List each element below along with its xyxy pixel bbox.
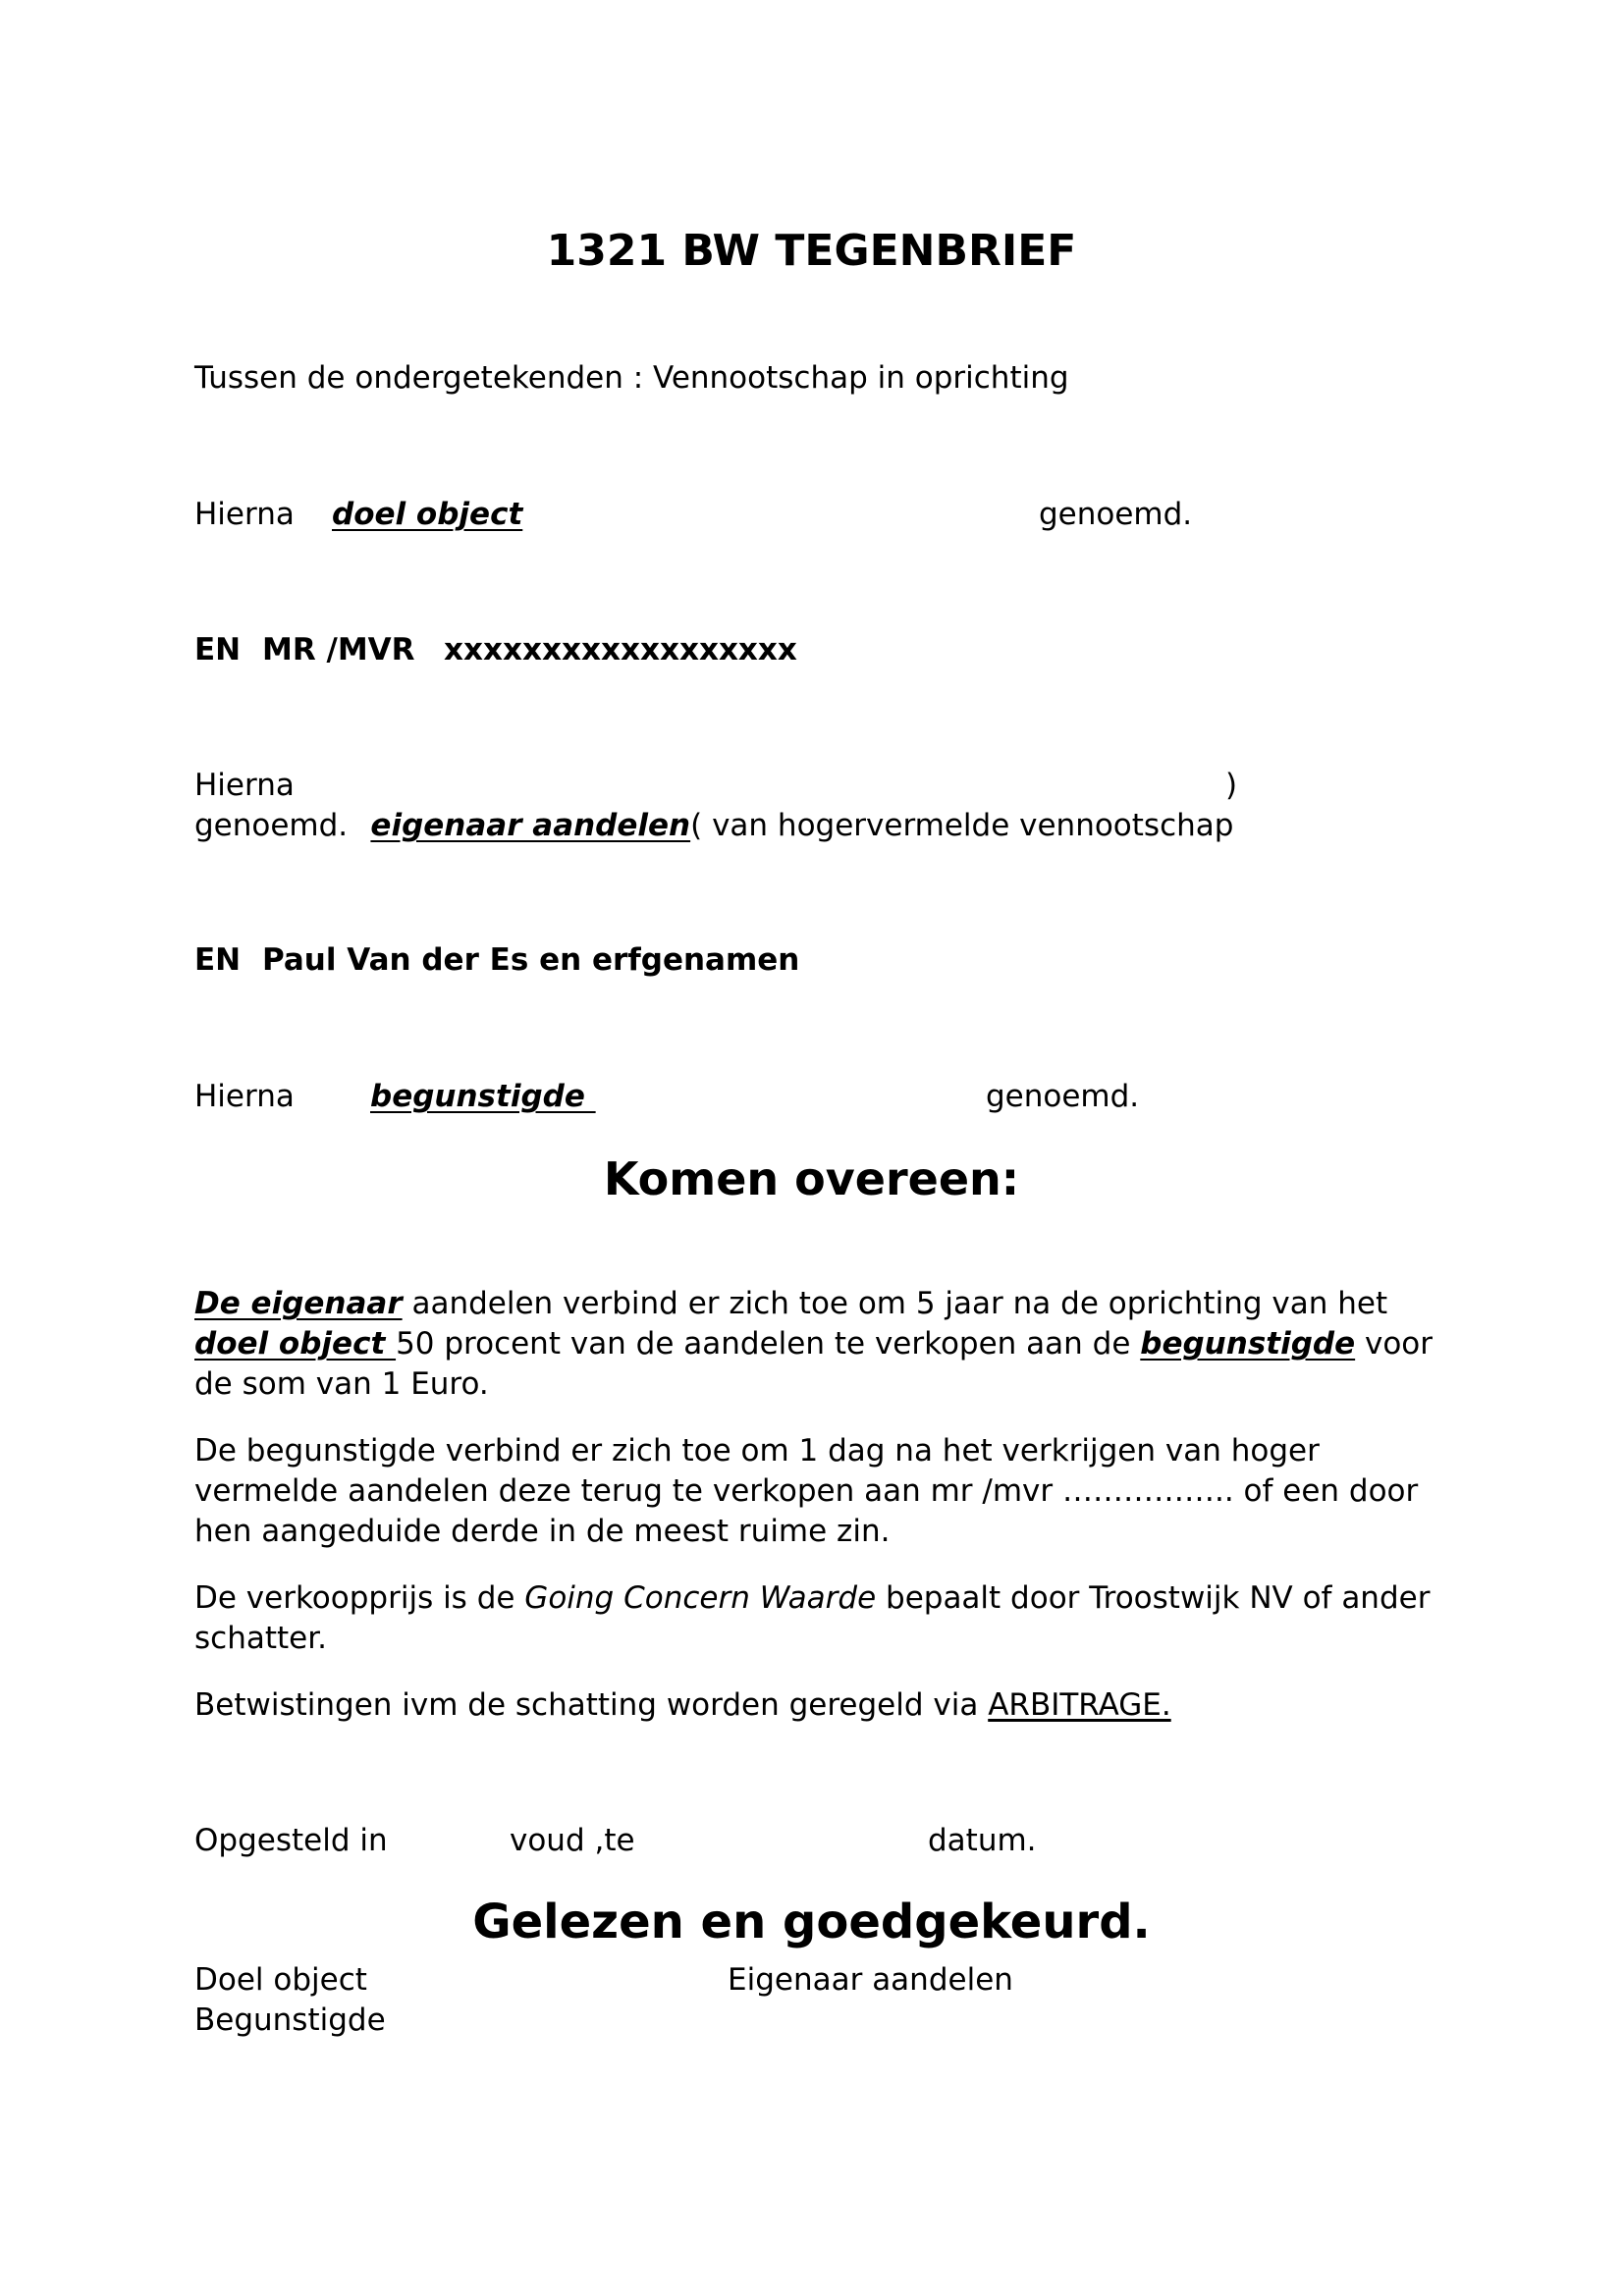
drawn-up-voud: voud ,te [510, 1823, 635, 1858]
party1-term: doel object [332, 497, 523, 532]
signature-begunstigde: Begunstigde [194, 2002, 386, 2038]
clause-2-line-3: hen aangeduide derde in de meest ruime zin. [194, 1514, 891, 1549]
party3-hierna: Hierna [194, 1079, 295, 1114]
signature-eigenaar: Eigenaar aandelen [728, 1962, 1013, 1998]
drawn-up-datum: datum. [928, 1823, 1037, 1858]
clause-1 [194, 1284, 1471, 1405]
party2-hierna: Hierna [194, 768, 295, 803]
party2-en: EN [194, 632, 242, 667]
party3-en: EN [194, 942, 242, 978]
party2-name: xxxxxxxxxxxxxxxxxx [444, 632, 797, 667]
party1-hierna: Hierna [194, 497, 295, 532]
party2-term: eigenaar aandelen [370, 808, 691, 843]
clause-1-line-2 [194, 1324, 1471, 1364]
party2-paren-text: ( van hogervermelde vennootschap [690, 808, 1234, 843]
clause-1-term-begunstigde: begunstigde [1140, 1326, 1356, 1362]
drawn-up-label: Opgesteld in [194, 1823, 388, 1858]
clause-3-line-2: schatter. [194, 1621, 327, 1656]
signature-doel-object: Doel object [194, 1962, 367, 1998]
party2-suffix: genoemd. [194, 808, 349, 843]
clause-3-going-concern: Going Concern Waarde [524, 1580, 877, 1616]
clause-2 [194, 1431, 1471, 1552]
parties-intro: Tussen de ondergetekenden : Vennootschap in oprichting [194, 360, 1069, 396]
approved-heading: Gelezen en goedgekeurd. [472, 1895, 1151, 1949]
clause-1-term-doel-object: doel object [194, 1326, 397, 1362]
clause-1-text-3: voor [1355, 1326, 1434, 1362]
party2-term-line [332, 766, 1233, 886]
party3-name: Paul Van der Es en erfgenamen [262, 942, 800, 978]
document-title: 1321 BW TEGENBRIEF [546, 226, 1077, 276]
clause-1-line-1 [194, 1284, 1471, 1324]
clause-1-text-2: 50 procent van de aandelen te verkopen aan de [396, 1326, 1141, 1362]
clause-4-text: Betwistingen ivm de schatting worden geregeld via [194, 1687, 989, 1723]
clause-4-line [194, 1685, 1471, 1726]
party1-suffix: genoemd. [1039, 497, 1193, 532]
clause-1-text-1: aandelen verbind er zich toe om 5 jaar na de oprichting van het [402, 1286, 1388, 1321]
clause-1-line-3: de som van 1 Euro. [194, 1366, 489, 1402]
clause-4 [194, 1685, 1471, 1726]
arbitrage-text: ARBITRAGE. [988, 1687, 1171, 1723]
party2-paren-close: ) [1225, 768, 1238, 803]
party3-suffix: genoemd. [986, 1079, 1140, 1114]
party3-term: begunstigde [370, 1079, 596, 1114]
agreement-heading: Komen overeen: [603, 1152, 1020, 1205]
clause-3-text-2: bepaalt door Troostwijk NV of ander [876, 1580, 1431, 1616]
clause-2-line-1: De begunstigde verbind er zich toe om 1 dag na het verkrijgen van hoger [194, 1433, 1320, 1468]
party2-salutation: MR /MVR [262, 632, 415, 667]
clause-1-term-eigenaar: De eigenaar [194, 1286, 403, 1321]
clause-3 [194, 1578, 1471, 1659]
clause-3-text-1: De verkoopprijs is de [194, 1580, 525, 1616]
clause-2-line-2: vermelde aandelen deze terug te verkopen aan mr /mvr …………….. of een door [194, 1473, 1419, 1509]
clause-3-line-1 [194, 1578, 1471, 1619]
